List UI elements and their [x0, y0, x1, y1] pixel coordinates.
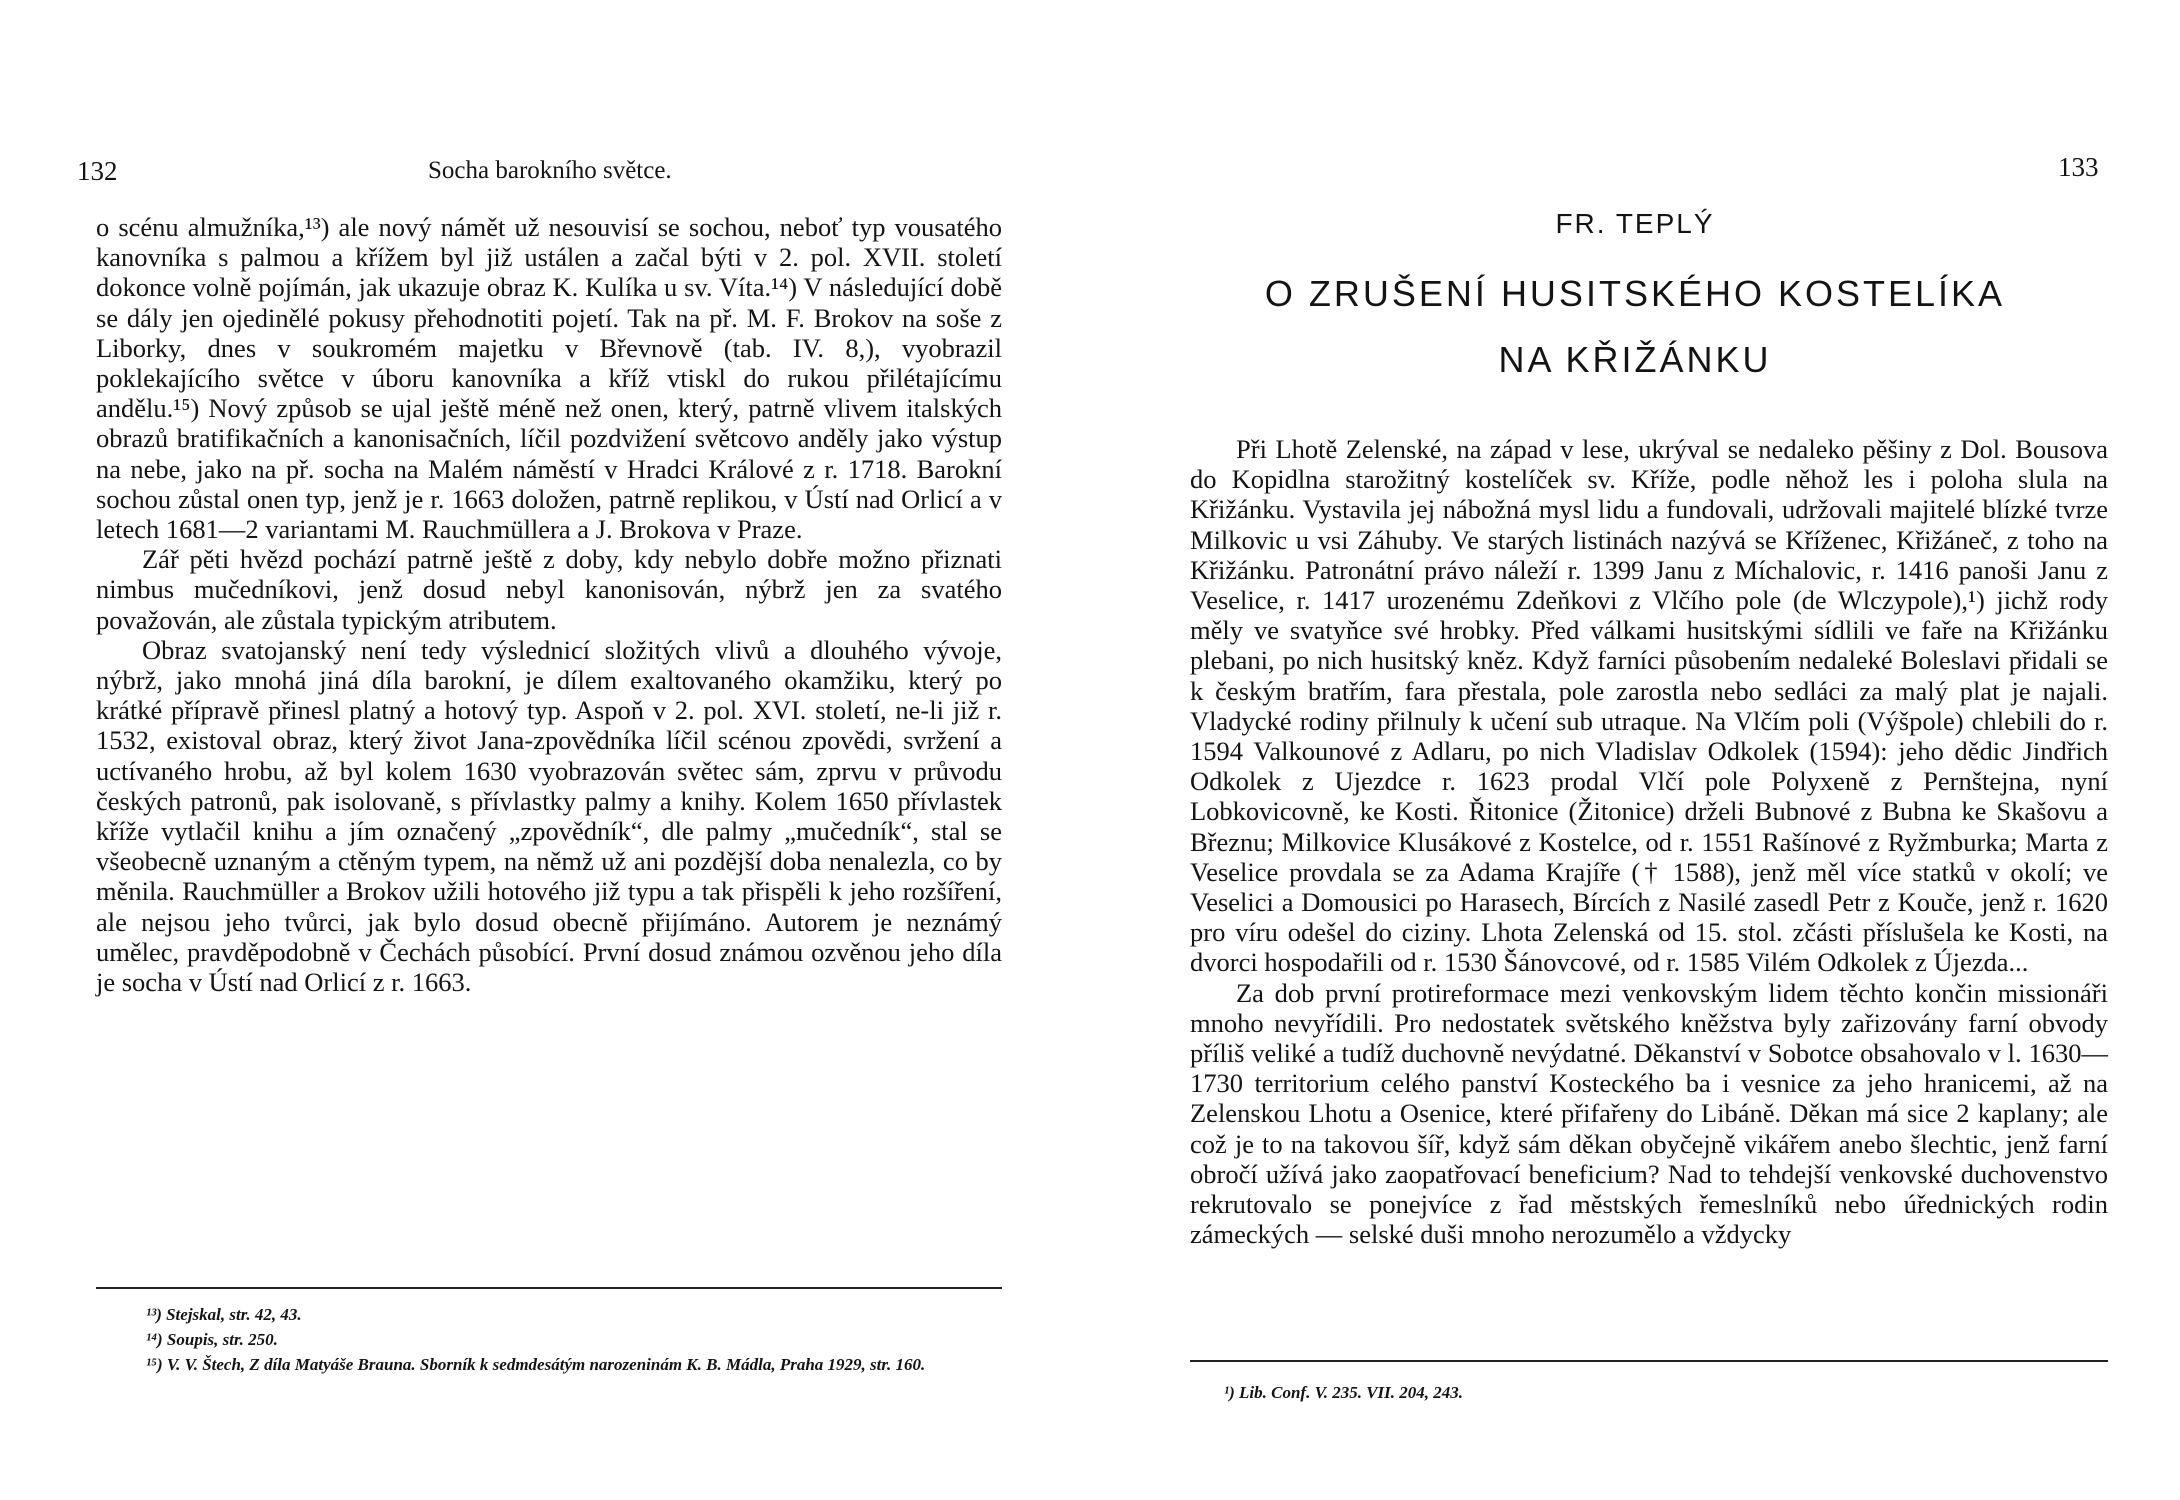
paragraph: Za dob první protireformace mezi venkovským lidem těchto končin missionáři mnoho nevyřídili. Pro nedostatek světského kněžstva byly zařizovány farní obvody příliš veliké a tudíž duchovně nevýdatné. Děkanství v Sobotce obsahovalo v l. 1630—1730 territorium celého panství Kosteckého ba i vesnice za jeho hranicemi, až na Zelenskou Lhotu a Osenice, které přifařeny do Libáně. Děkan má sice 2 kaplany; ale což je to na takovou šíř, když sám děkan obyčejně vikářem anebo šlechtic, jenž farní obročí užívá jako zaopatřovací beneficium? Nad to tehdejší venkovské duchovenstvo rekrutovalo se ponejvíce z řad městských řemeslníků nebo úřednických rodin zámeckých — selské duši mnoho nerozumělo a vždycky [1190, 977, 2108, 1250]
right-page [1090, 0, 2180, 1500]
page-number: 133 [2058, 152, 2099, 182]
footnotes [96, 1302, 1002, 1377]
page-number: 132 [77, 156, 118, 186]
footnotes [1224, 1380, 2104, 1405]
body-text [1190, 434, 2108, 1249]
footnote: ¹) Lib. Conf. V. 235. VII. 204, 243. [1224, 1383, 1464, 1402]
footnote: ¹³) Stejskal, str. 42, 43. [146, 1305, 302, 1324]
paragraph: Zář pěti hvězd pochází patrně ještě z doby, kdy nebylo dobře možno přiznati nimbus mučedníkovi, jenž dosud nebyl kanonisován, nýbrž jen za svatého považován, ale zůstala typickým atributem. [96, 544, 1002, 635]
paragraph: Obraz svatojanský není tedy výslednicí složitých vlivů a dlouhého vývoje, nýbrž, jako mnohá jiná díla barokní, je dílem exaltovaného okamžiku, který po krátké přípravě přinesl platný a hotový typ. Aspoň v 2. pol. XVI. století, ne-li již r. 1532, existoval obraz, který život Jana-zpovědníka líčil scénou zpovědi, svržení a uctívaného hrobu, až byl kolem 1630 vyobrazován světec sám, zprvu v průvodu českých patronů, pak isolovaně, s přívlastky palmy a knihy. Kolem 1650 přívlastek kříže vytlačil knihu a jím označený „zpovědník“, dle palmy „mučedník“, stal se všeobecně uznaným a ctěným typem, na němž už ani pozdější doba nenalezla, co by měnila. Rauchmüller a Brokov užili hotového již typu a tak přispěli k jeho rozšíření, ale nejsou jeho tvůrci, jak bylo dosud obecně přijímáno. Autorem je neznámý umělec, pravděpodobně v Čechách působící. První dosud známou ozvěnou jeho díla je socha v Ústí nad Orlicí z r. 1663. [96, 634, 1002, 998]
footnote-rule [96, 1287, 1002, 1289]
body-text [96, 212, 1002, 997]
footnote-rule [1190, 1360, 2108, 1362]
running-head: Socha barokního světce. [428, 157, 672, 184]
article-author: FR. TEPLÝ [1555, 208, 1715, 239]
footnote: ¹⁴) Soupis, str. 250. [146, 1330, 278, 1349]
article-title-line-2: NA KŘIŽÁNKU [1498, 339, 1772, 380]
paragraph: o scénu almužníka,¹³) ale nový námět už nesouvisí se sochou, neboť typ vousatého kanovníka s palmou a křížem byl již ustálen a začal býti v 2. pol. XVII. století dokonce volně pojímán, jak ukazuje obraz K. Kulíka u sv. Víta.¹⁴) V následující době se dály jen ojedinělé pokusy přehodnotiti pojetí. Tak na př. M. F. Brokov na soše z Liborky, dnes v soukromém majetku v Břevnově (tab. IV. 8,), vyobrazil poklekajícího světce v úboru kanovníka a kříž vtiskl do rukou přilétajícímu andělu.¹⁵) Nový způsob se ujal ještě méně než onen, který, patrně vlivem italských obrazů bratifikačních a kanonisačních, líčil pozdvižení světcovo anděly jako výstup na nebe, jako na př. socha na Malém náměstí v Hradci Králové z r. 1718. Barokní sochou zůstal onen typ, jenž je r. 1663 doložen, patrně replikou, v Ústí nad Orlicí a v letech 1681—2 variantami M. Rauchmüllera a J. Brokova v Praze. [96, 212, 1002, 545]
footnote: ¹⁵) V. V. Štech, Z díla Matyáše Brauna. Sborník k sedmdesátým narozeninám K. B. Mádla, Praha 1929, str. 160. [146, 1355, 926, 1374]
article-title-line-1: O ZRUŠENÍ HUSITSKÉHO KOSTELÍKA [1264, 273, 2006, 314]
paragraph: Při Lhotě Zelenské, na západ v lese, ukrýval se nedaleko pěšiny z Dol. Bousova do Kopidlna starožitný kostelíček sv. Kříže, podle něhož les i poloha slula na Křižánku. Vystavila jej nábožná mysl lidu a fundovali, udržovali majitelé blízké tvrze Milkovic u vsi Záhuby. Ve starých listinách nazývá se Kříženec, Křižáneč, z toho na Křižánku. Patronátní právo náleží r. 1399 Janu z Míchalovic, r. 1416 panoši Janu z Veselice, r. 1417 urozenému Zdeňkovi z Vlčího pole (de Wlczypole),¹) jichž rody měly ve svatyňce své hrobky. Před válkami husitskými sídlili ve faře na Křižánku plebani, po nich husitský kněz. Když farníci působením nedaleké Boleslavi přidali se k českým bratřím, fara přestala, pole zarostla nebo sedláci za malý plat je najali. Vladycké rodiny přilnuly k učení sub utraque. Na Vlčím poli (Výšpole) chlebili do r. 1594 Valkounové z Adlaru, po nich Vladislav Odkolek (1594): jeho dědic Jindřich Odkolek z Ujezdce r. 1623 prodal Vlčí pole Polyxeně z Pernštejna, nyní Lobkovicovně, ke Kosti. Řitonice (Žitonice) drželi Bubnové z Bubna ke Skašovu a Březnu; Milkovice Klusákové z Kostelce, od r. 1551 Rašínové z Ryžmburka; Marta z Veselice provdala se za Adama Krajíře († 1588), jenž měl více statků v okolí; ve Veselici a Domousici po Harasech, Bírcích z Nasilé zasedl Petr z Kouče, jenž r. 1620 pro víru odešel do ciziny. Lhota Zelenská od 15. stol. zčásti příslušela ke Kosti, na dvorci hospodařili od r. 1530 Šánovcové, od r. 1585 Vilém Odkolek z Újezda... [1190, 434, 2108, 978]
